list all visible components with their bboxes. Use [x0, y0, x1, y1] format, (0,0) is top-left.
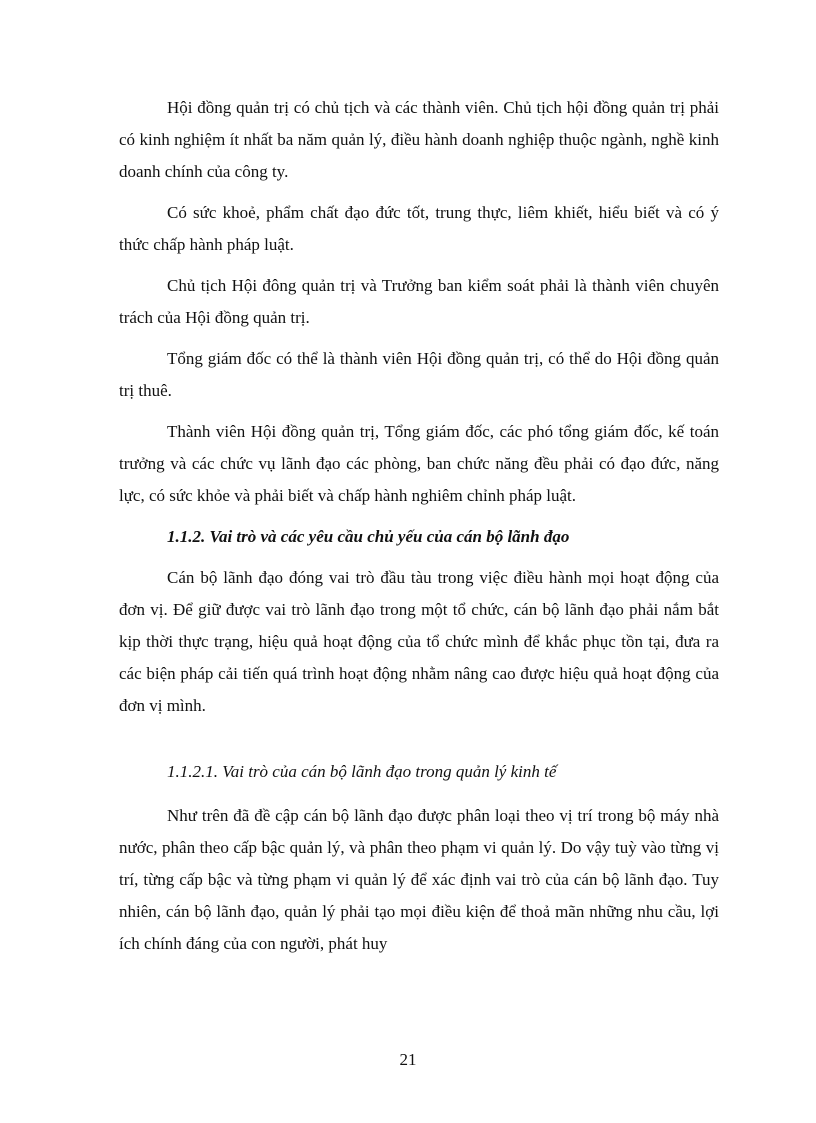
paragraph-health-ethics: Có sức khoẻ, phẩm chất đạo đức tốt, trung thực, liêm khiết, hiểu biết và có ý thức chấp hành pháp luật.	[119, 203, 719, 254]
paragraph-board-composition: Hội đồng quản trị có chủ tịch và các thành viên. Chủ tịch hội đồng quản trị phải có kinh nghiệm ít nhất ba năm quản lý, điều hành doanh nghiệp thuộc ngành, nghề kinh doanh chính của công ty.	[119, 98, 719, 181]
subsection-heading: 1.1.2.1. Vai trò của cán bộ lãnh đạo trong quản lý kinh tế	[167, 762, 557, 781]
paragraph-role-in-economic-management: Như trên đã đề cập cán bộ lãnh đạo được phân loại theo vị trí trong bộ máy nhà nước, phân theo cấp bậc quản lý, và phân theo phạm vi quản lý. Do vậy tuỳ vào từng vị trí, từng cấp bậc và từng phạm vi quản lý để xác định vai trò của cán bộ lãnh đạo. Tuy nhiên, cán bộ lãnh đạo, quản lý phải tạo mọi điều kiện để thoả mãn những nhu cầu, lợi ích chính đáng của con người, phát huy	[119, 806, 719, 953]
paragraph-general-director: Tổng giám đốc có thể là thành viên Hội đồng quản trị, có thể do Hội đồng quản trị thuê.	[119, 349, 719, 400]
page-number: 21	[399, 1050, 417, 1069]
paragraph-members-requirements: Thành viên Hội đồng quản trị, Tổng giám đốc, các phó tổng giám đốc, kế toán trưởng và các chức vụ lãnh đạo các phòng, ban chức năng đều phải có đạo đức, năng lực, có sức khỏe và phải biết và chấp hành nghiêm chỉnh pháp luật.	[119, 422, 719, 505]
paragraph-chairman-supervisor: Chủ tịch Hội đông quản trị và Trưởng ban kiểm soát phải là thành viên chuyên trách của Hội đồng quản trị.	[119, 276, 719, 327]
paragraph-leader-role: Cán bộ lãnh đạo đóng vai trò đầu tàu trong việc điều hành mọi hoạt động của đơn vị. Để giữ được vai trò lãnh đạo trong một tổ chức, cán bộ lãnh đạo phải nắm bắt kịp thời thực trạng, hiệu quả hoạt động của tổ chức mình để khắc phục tồn tại, đưa ra các biện pháp cải tiến quá trình hoạt động nhằm nâng cao được hiệu quả hoạt động của đơn vị mình.	[119, 568, 719, 715]
page-body	[119, 92, 719, 960]
section-heading: 1.1.2. Vai trò và các yêu cầu chủ yếu của cán bộ lãnh đạo	[167, 527, 570, 546]
